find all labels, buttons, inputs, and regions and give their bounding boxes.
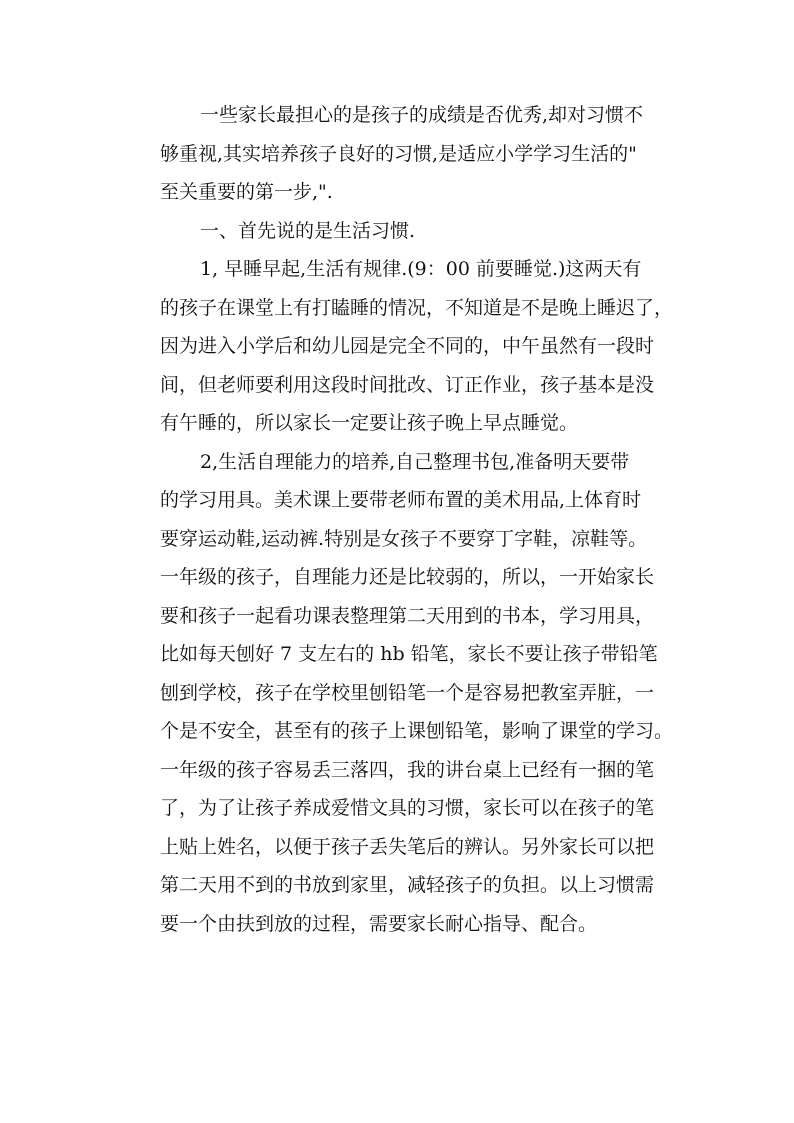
text-line: 一年级的孩子容易丢三落四，我的讲台桌上已经有一捆的笔 xyxy=(160,758,655,781)
paragraph-item-2 xyxy=(120,443,680,944)
text-line: 刨到学校，孩子在学校里刨铅笔一个是容易把教室弄脏，一 xyxy=(160,681,655,704)
text-line: 一些家长最担心的是孩子的成绩是否优秀,却对习惯不 xyxy=(200,104,644,126)
text-line: 1, 早睡早起,生活有规律.(9：00 前要睡觉.)这两天有 xyxy=(200,258,642,280)
document-body xyxy=(120,96,680,943)
text-line: 个是不安全，甚至有的孩子上课刨铅笔，影响了课堂的学习。 xyxy=(160,720,674,742)
text-line: 比如每天刨好 7 支左右的 hb 铅笔，家长不要让孩子带铅笔 xyxy=(160,643,658,665)
text-line: 了，为了让孩子养成爱惜文具的习惯，家长可以在孩子的笔 xyxy=(160,797,655,819)
text-line: 要一个由扶到放的过程，需要家长耐心指导、配合。 xyxy=(160,912,598,935)
text-line: 间，但老师要利用这段时间批改、订正作业，孩子基本是没 xyxy=(160,373,655,396)
paragraph-intro xyxy=(120,96,680,212)
section-heading-living-habits xyxy=(120,212,680,251)
text-line: 因为进入小学后和幼儿园是完全不同的，中午虽然有一段时 xyxy=(160,335,655,357)
text-line: 有午睡的，所以家长一定要让孩子晚上早点睡觉。 xyxy=(160,412,579,434)
text-line: 要和孩子一起看功课表整理第二天用到的书本，学习用具， xyxy=(160,604,655,627)
heading-line: 一、首先说的是生活习惯. xyxy=(200,219,416,242)
text-line: 2,生活自理能力的培养,自己整理书包,准备明天要带 xyxy=(200,450,630,473)
text-line: 一年级的孩子，自理能力还是比较弱的，所以，一开始家长 xyxy=(160,566,655,588)
text-line: 至关重要的第一步,". xyxy=(160,181,333,203)
text-line: 上贴上姓名，以便于孩子丢失笔后的辨认。另外家长可以把 xyxy=(160,835,655,858)
text-line: 要穿运动鞋,运动裤.特别是女孩子不要穿丁字鞋，凉鞋等。 xyxy=(160,527,648,550)
text-line: 的学习用具。美术课上要带老师布置的美术用品,上体育时 xyxy=(160,489,642,511)
text-line: 第二天用不到的书放到家里，减轻孩子的负担。以上习惯需 xyxy=(160,874,655,896)
paragraph-item-1 xyxy=(120,250,680,443)
text-line: 的孩子在课堂上有打瞌睡的情况，不知道是不是晚上睡迟了， xyxy=(160,296,674,319)
text-line: 够重视,其实培养孩子良好的习惯,是适应小学学习生活的" xyxy=(160,142,637,165)
